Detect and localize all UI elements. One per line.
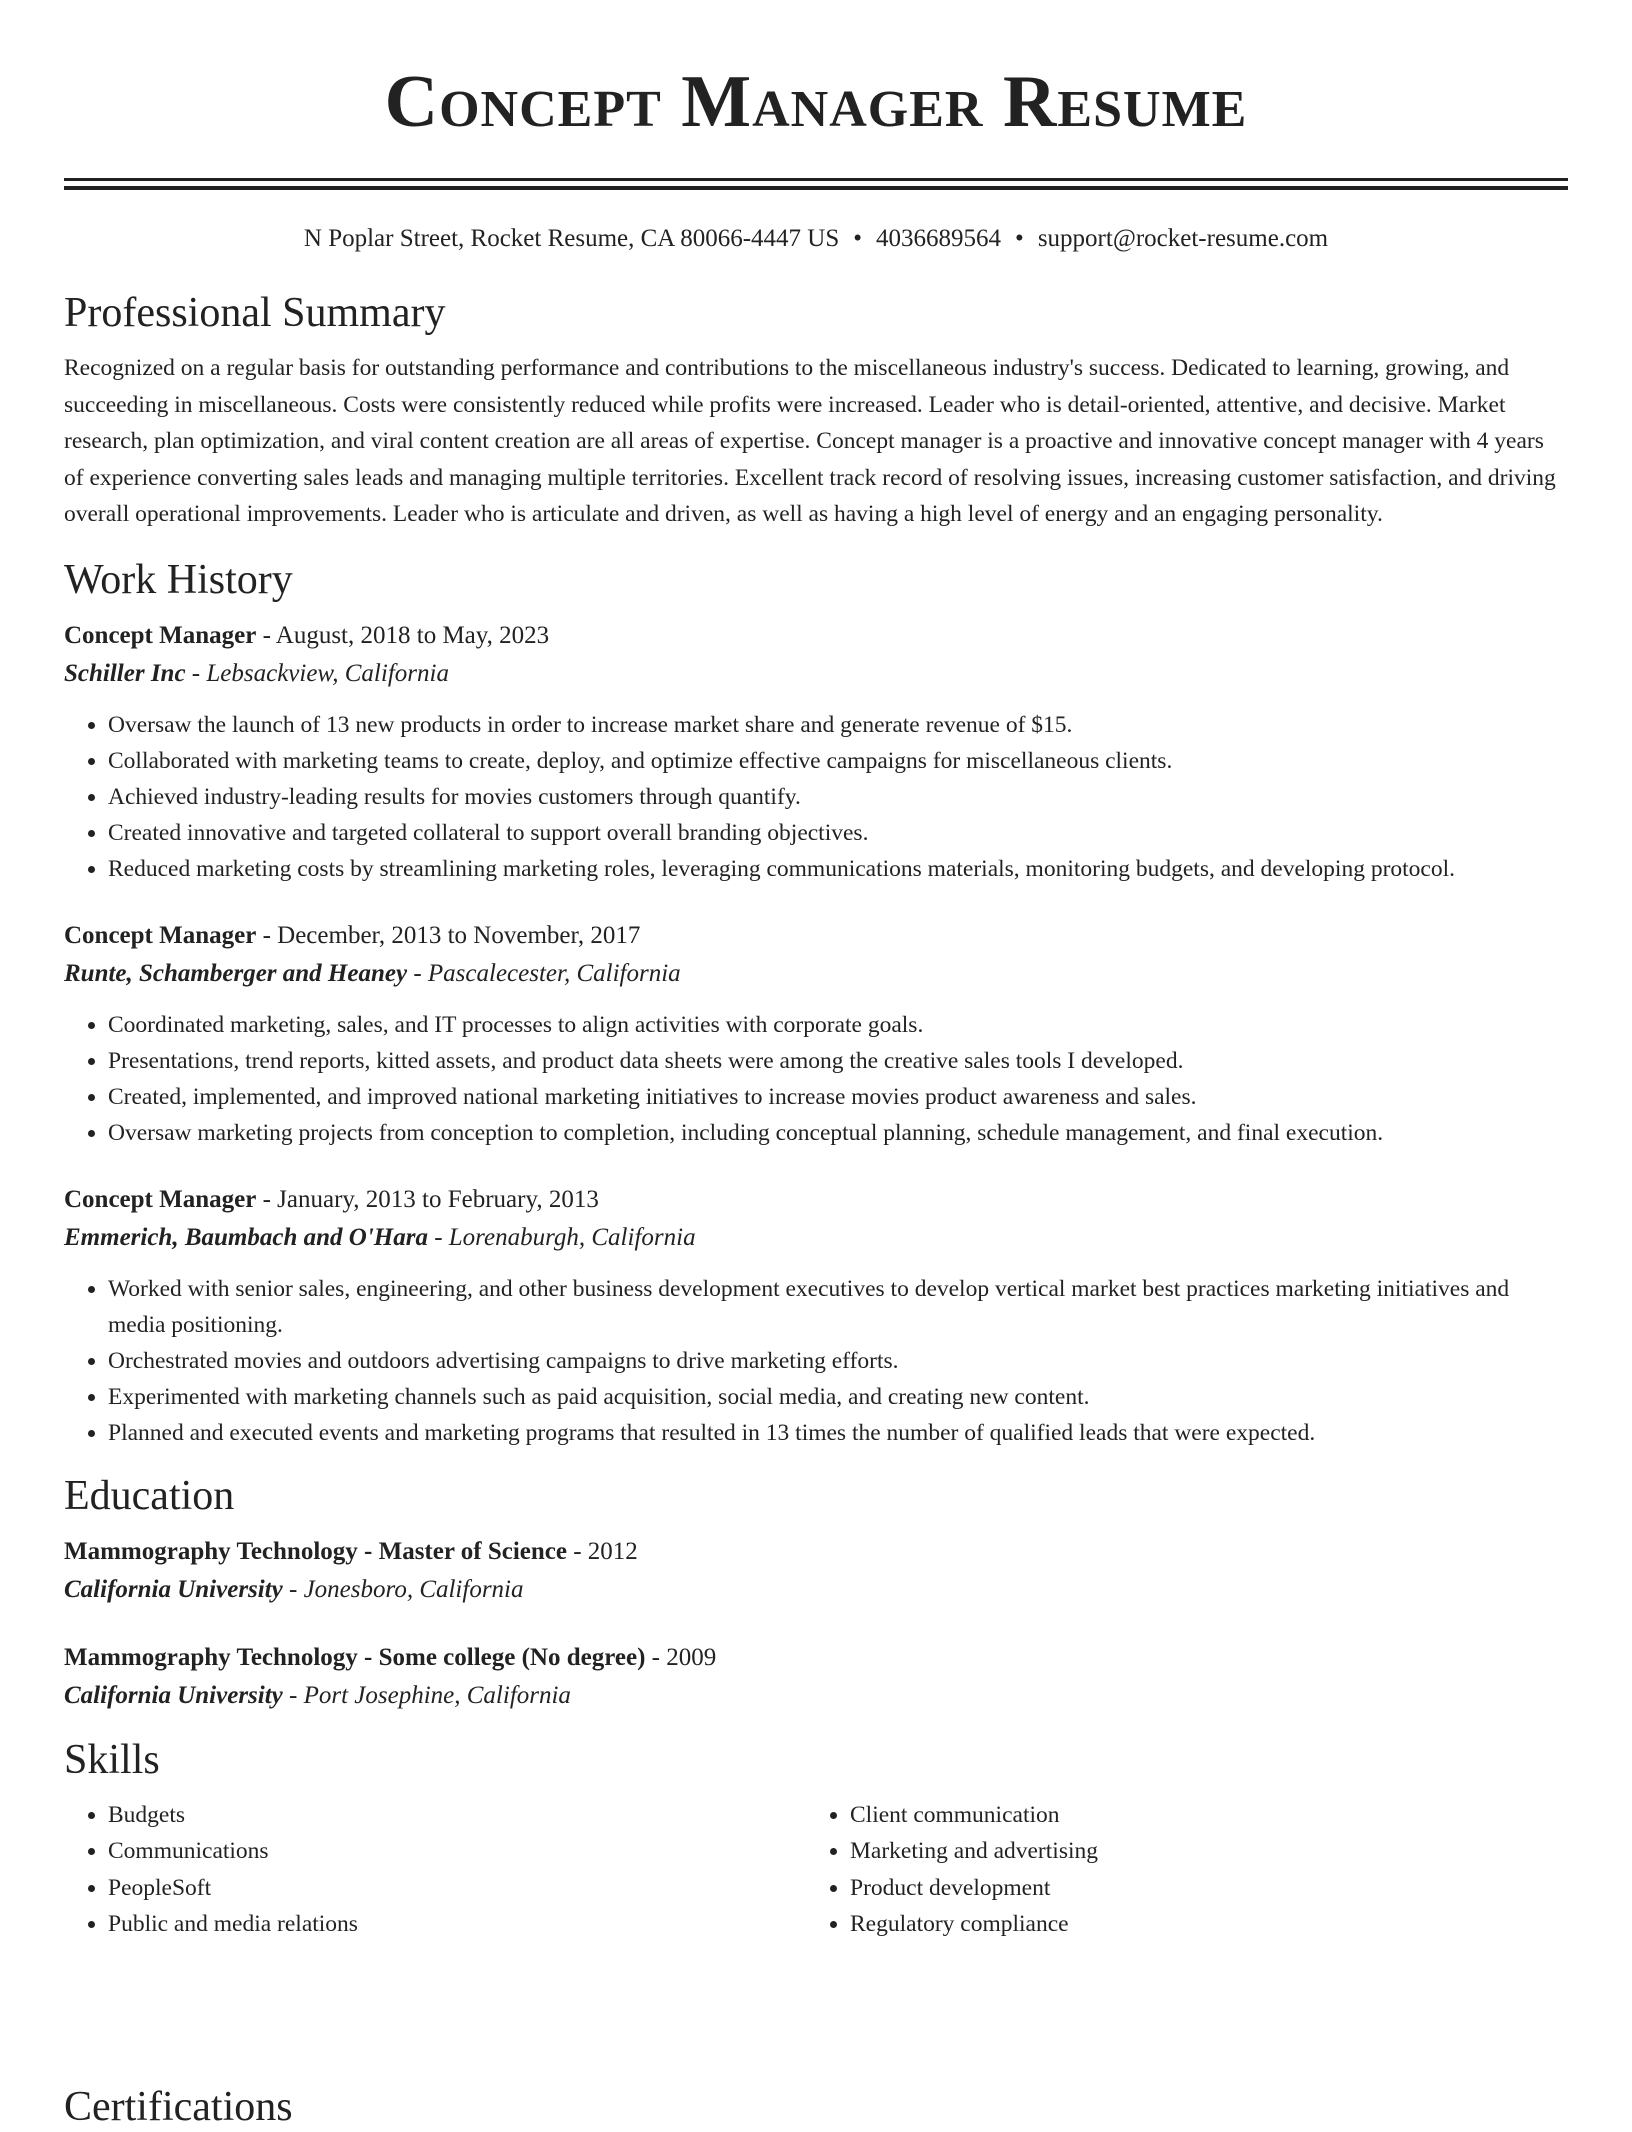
- job-duties: [64, 1271, 1568, 1451]
- job-company: Schiller Inc: [64, 659, 186, 687]
- degree: Mammography Technology - Some college (No degree): [64, 1643, 646, 1671]
- list-item: • Created innovative and targeted collateral to support overall branding objectives.: [108, 815, 1568, 851]
- job-title-line: [64, 917, 1568, 955]
- job-duties: [64, 1007, 1568, 1151]
- list-item: • Experimented with marketing channels such as paid acquisition, social media, and creating new content.: [108, 1379, 1568, 1415]
- job-dates: - January, 2013 to February, 2013: [256, 1185, 599, 1213]
- contact-phone: 4036689564: [876, 225, 1002, 252]
- job-title: Concept Manager: [64, 921, 257, 949]
- degree: Mammography Technology - Master of Science: [64, 1537, 567, 1565]
- school: California University: [64, 1575, 283, 1603]
- list-item: • Budgets: [108, 1797, 806, 1834]
- school-location: - Jonesboro, California: [282, 1575, 524, 1603]
- job-company: Runte, Schamberger and Heaney: [64, 959, 408, 987]
- list-item: • Planned and executed events and marketing programs that resulted in 13 times the number of qualified leads that were expected.: [108, 1415, 1568, 1451]
- education-entry: [64, 1533, 1568, 1609]
- job-company-line: [64, 655, 1568, 693]
- job-dates: - August, 2018 to May, 2023: [256, 621, 550, 649]
- job-entry: [64, 617, 1568, 887]
- job-entry: [64, 1181, 1568, 1451]
- page-title: Concept Manager Resume: [384, 61, 1248, 143]
- job-company-line: [64, 955, 1568, 993]
- contact-email: support@rocket-resume.com: [1037, 225, 1329, 252]
- skills-list: [64, 1797, 1568, 1943]
- list-item: • Collaborated with marketing teams to create, deploy, and optimize effective campaigns for miscellaneous clients.: [108, 743, 1568, 779]
- skills-column-left: [64, 1797, 806, 1943]
- list-item: • Oversaw the launch of 13 new products in order to increase market share and generate revenue of $15.: [108, 707, 1568, 743]
- job-title-line: [64, 617, 1568, 655]
- job-location: - Pascalecester, California: [407, 959, 681, 987]
- job-dates: - December, 2013 to November, 2017: [256, 921, 641, 949]
- contact-separator: •: [1015, 225, 1024, 252]
- contact-address: N Poplar Street, Rocket Resume, CA 80066-4447 US: [303, 225, 840, 252]
- list-item: • Communications: [108, 1833, 806, 1870]
- work-history-heading: Work History: [64, 556, 293, 603]
- job-entry: [64, 917, 1568, 1151]
- list-item: • Marketing and advertising: [850, 1833, 1568, 1870]
- degree-line: [64, 1533, 1568, 1571]
- job-title-line: [64, 1181, 1568, 1219]
- list-item: • Regulatory compliance: [850, 1906, 1568, 1943]
- skills-column-right: [806, 1797, 1568, 1943]
- list-item: • Client communication: [850, 1797, 1568, 1834]
- certifications-heading: Certifications: [64, 2084, 293, 2130]
- school-line: [64, 1571, 1568, 1609]
- title-divider: [64, 178, 1568, 190]
- summary-heading: Professional Summary: [64, 290, 446, 336]
- list-item: • Product development: [850, 1870, 1568, 1907]
- job-company-line: [64, 1219, 1568, 1257]
- contact-line: [64, 222, 1568, 256]
- list-item: • Created, implemented, and improved national marketing initiatives to increase movies product awareness and sales.: [108, 1079, 1568, 1115]
- job-location: - Lorenaburgh, California: [427, 1223, 696, 1251]
- degree-year: - 2009: [645, 1643, 717, 1671]
- list-item: • Public and media relations: [108, 1906, 806, 1943]
- school-line: [64, 1677, 1568, 1715]
- skills-heading: Skills: [64, 1736, 160, 1783]
- list-item: • Worked with senior sales, engineering, and other business development executives to develop vertical market best practices marketing initiatives and media positioning.: [108, 1271, 1568, 1343]
- list-item: • Coordinated marketing, sales, and IT processes to align activities with corporate goals.: [108, 1007, 1568, 1043]
- degree-line: [64, 1639, 1568, 1677]
- contact-separator: •: [853, 225, 863, 252]
- job-title: Concept Manager: [64, 621, 257, 649]
- school-location: - Port Josephine, California: [282, 1681, 571, 1709]
- list-item: • Presentations, trend reports, kitted assets, and product data sheets were among the creative sales tools I developed.: [108, 1043, 1568, 1079]
- list-item: • Oversaw marketing projects from conception to completion, including conceptual planning, schedule management, and final execution.: [108, 1115, 1568, 1151]
- degree-year: - 2012: [566, 1537, 638, 1565]
- job-duties: [64, 707, 1568, 887]
- list-item: • PeopleSoft: [108, 1870, 806, 1907]
- job-company: Emmerich, Baumbach and O'Hara: [64, 1223, 428, 1251]
- list-item: • Orchestrated movies and outdoors advertising campaigns to drive marketing efforts.: [108, 1343, 1568, 1379]
- summary-text: Recognized on a regular basis for outstanding performance and contributions to the miscellaneous industry's success. Dedicated to learning, growing, and succeeding in miscellaneous. Costs were consistently reduced while profits were increased. Leader who is detail-oriented, attentive, and decisive. Market research, plan optimization, and viral content creation are all areas of expertise. Concept manager is a proactive and innovative concept manager with 4 years of experience converting sales leads and managing multiple territories. Excellent track record of resolving issues, increasing customer satisfaction, and driving overall operational improvements. Leader who is articulate and driven, as well as having a high level of energy and an engaging personality.: [64, 355, 1556, 527]
- list-item: • Achieved industry-leading results for movies customers through quantify.: [108, 779, 1568, 815]
- job-location: - Lebsackview, California: [185, 659, 449, 687]
- education-heading: Education: [64, 1472, 235, 1519]
- school: California University: [64, 1681, 283, 1709]
- list-item: • Reduced marketing costs by streamlining marketing roles, leveraging communications materials, monitoring budgets, and developing protocol.: [108, 851, 1568, 887]
- education-entry: [64, 1639, 1568, 1715]
- job-title: Concept Manager: [64, 1185, 257, 1213]
